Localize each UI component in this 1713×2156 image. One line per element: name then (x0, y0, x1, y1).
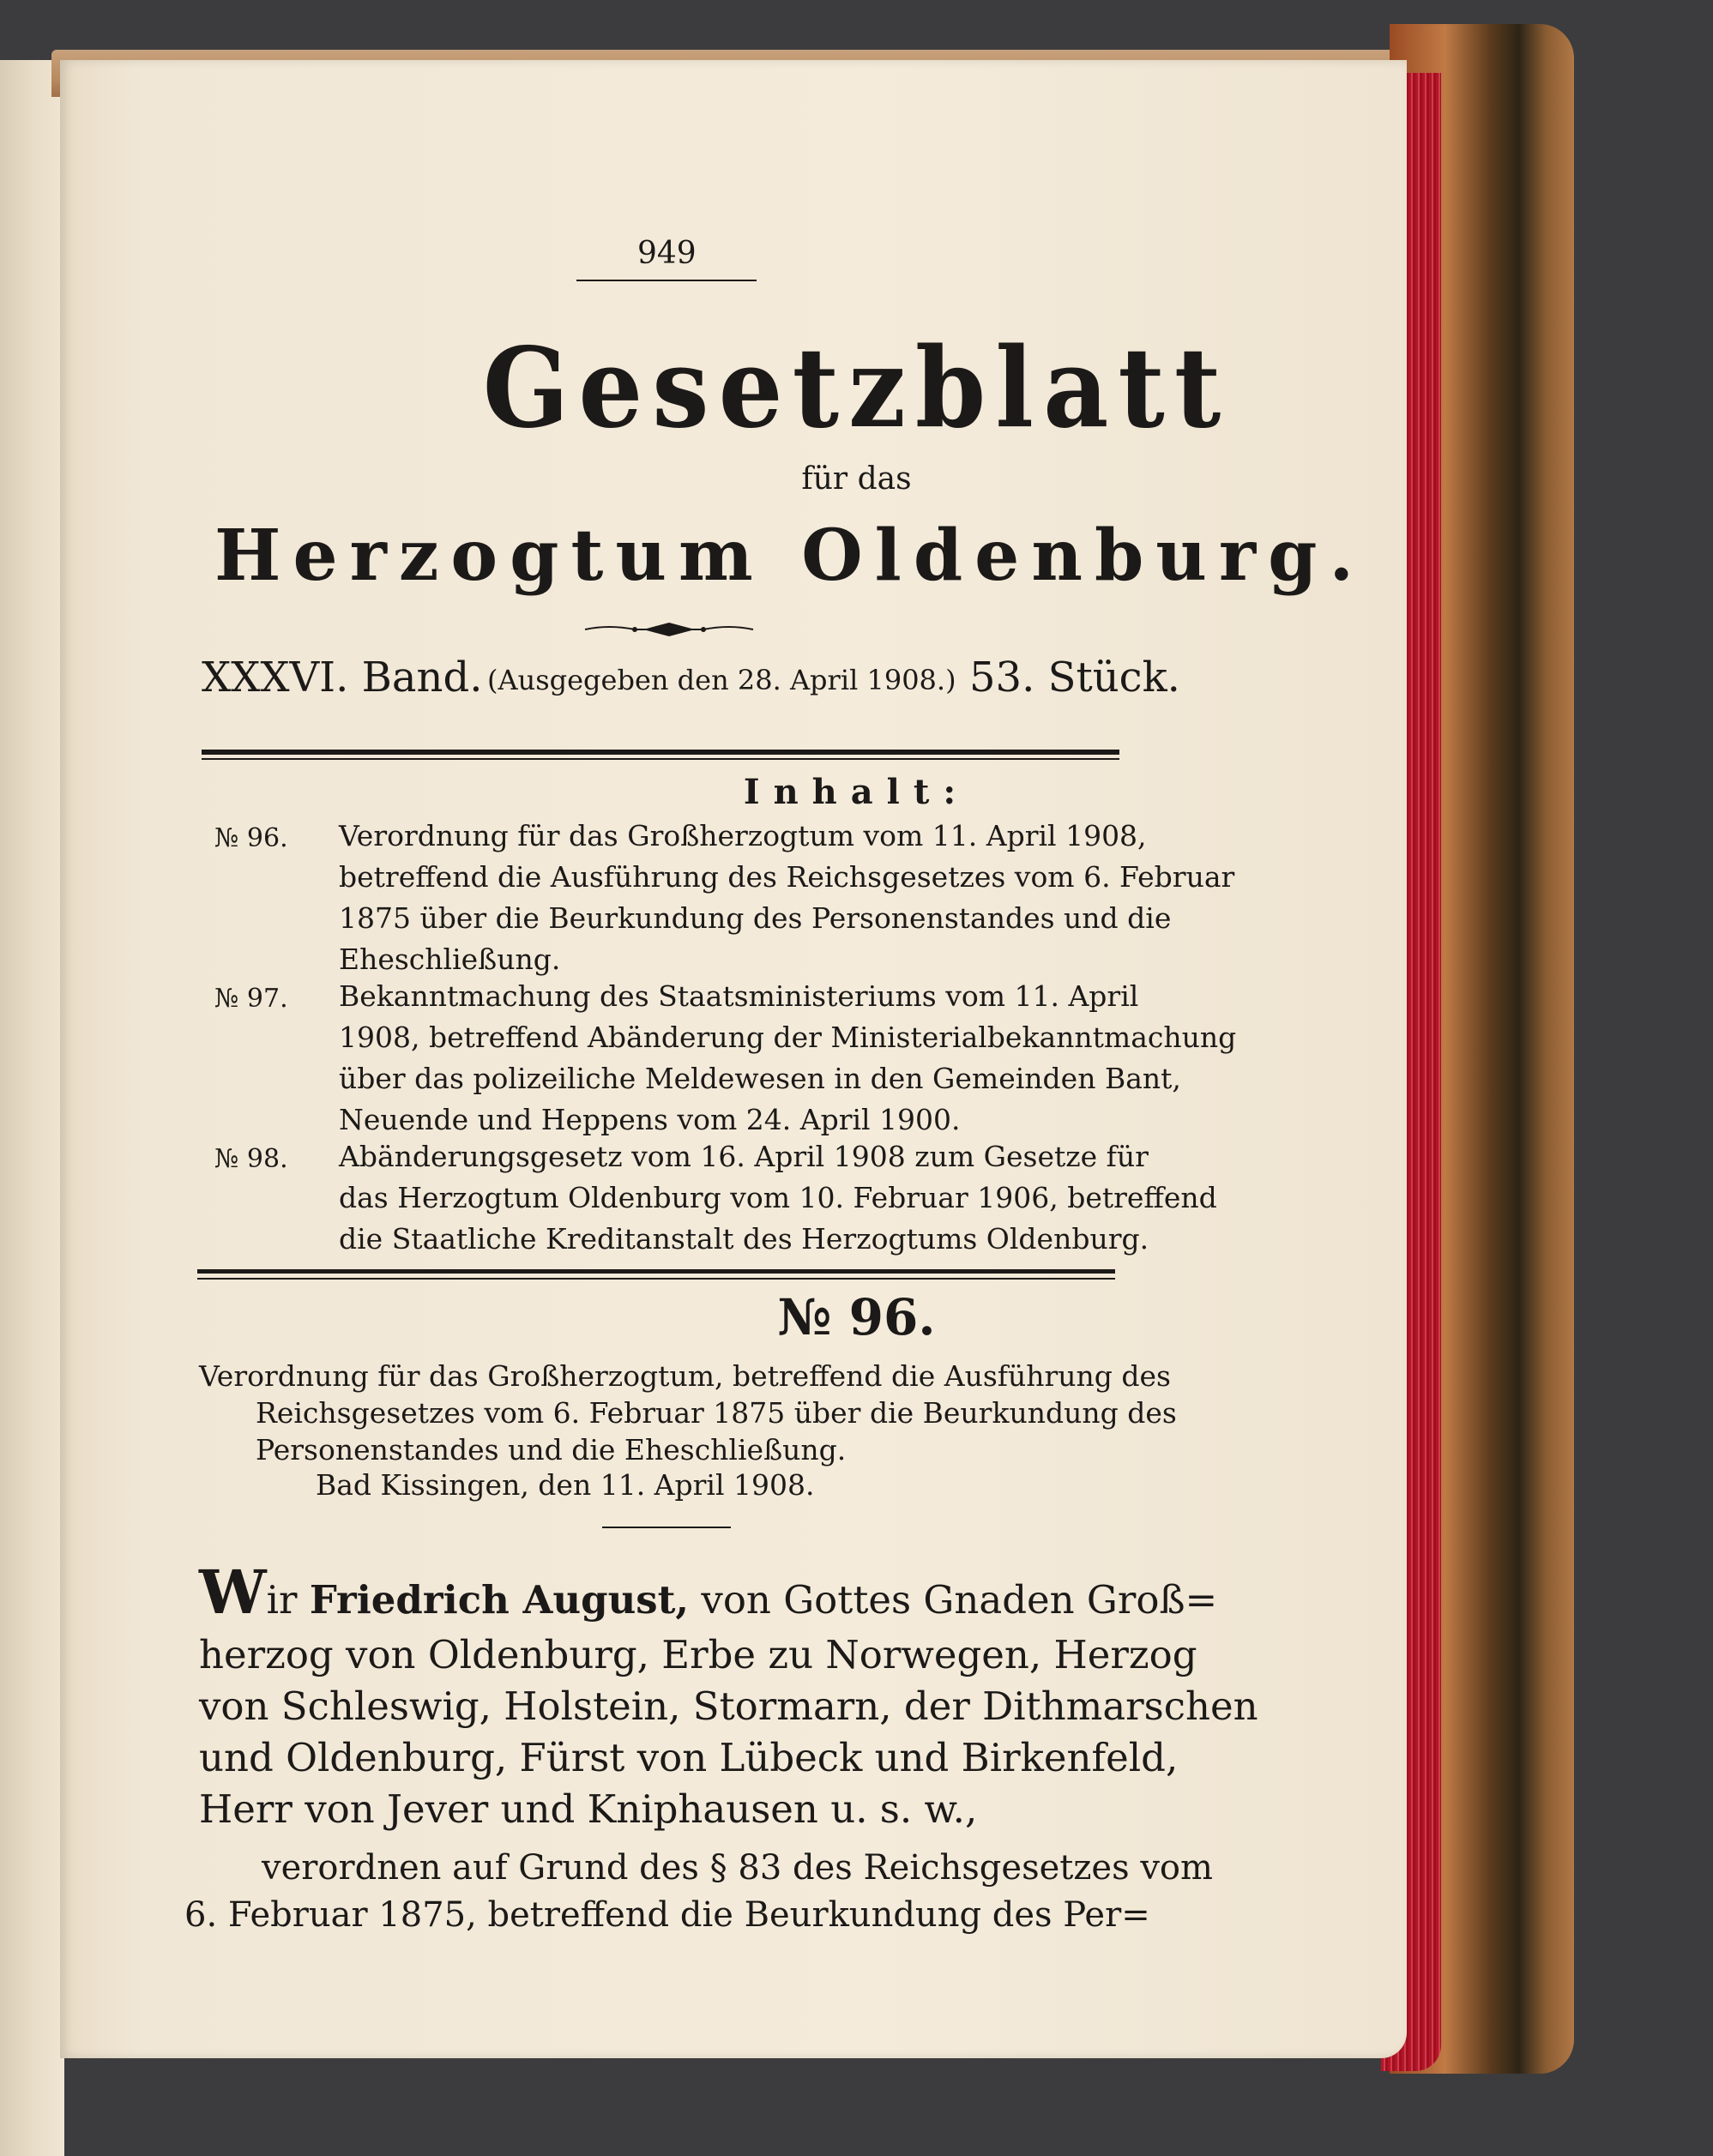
toc-entry-line: Abänderungsgesetz vom 16. April 1908 zum Gesetze für (339, 1140, 1149, 1173)
section-heading: № 96. (777, 1288, 936, 1346)
toc-entry-line: über das polizeiliche Meldewesen in den Gemeinden Bant, (339, 1062, 1181, 1095)
toc-entry-number: № 96. (214, 823, 288, 853)
body-text: ir (266, 1577, 310, 1623)
body-line: von Schleswig, Holstein, Stormarn, der Dithmarschen (199, 1683, 1258, 1729)
section-title-line: Reichsgesetzes vom 6. Februar 1875 über die Beurkundung des (256, 1396, 1177, 1430)
masthead-subtitle: für das (801, 461, 912, 497)
section-place-date: Bad Kissingen, den 11. April 1908. (316, 1468, 815, 1502)
issue-date: (Ausgegeben den 28. April 1908.) (487, 664, 956, 696)
toc-entry-line: Neuende und Heppens vom 24. April 1900. (339, 1103, 961, 1136)
header-rule-thin (202, 758, 1119, 760)
toc-entry-line: betreffend die Ausführung des Reichsgesetzes vom 6. Februar (339, 860, 1235, 894)
header-rule-thick (202, 750, 1119, 755)
toc-entry-line: das Herzogtum Oldenburg vom 10. Februar 1906, betreffend (339, 1181, 1217, 1214)
left-page-edge (0, 60, 64, 2156)
body-line: und Oldenburg, Fürst von Lübeck und Birkenfeld, (199, 1735, 1179, 1780)
body-line: herzog von Oldenburg, Erbe zu Norwegen, Herzog (199, 1632, 1197, 1677)
toc-entry-line: 1908, betreffend Abänderung der Ministerialbekanntmachung (339, 1021, 1237, 1054)
toc-entry-line: Verordnung für das Großherzogtum vom 11. April 1908, (339, 819, 1147, 852)
page-number: 949 (637, 236, 697, 271)
dropcap: W (199, 1557, 267, 1628)
contents-rule-thin (197, 1278, 1115, 1280)
toc-entry-line: Eheschließung. (339, 942, 561, 976)
body-text: von Gottes Gnaden Groß= (689, 1577, 1218, 1623)
masthead-title: Gesetzblatt (482, 324, 1231, 453)
section-rule (602, 1527, 731, 1528)
body-line: verordnen auf Grund des § 83 des Reichsgesetzes vom (262, 1848, 1213, 1888)
section-title-line: Verordnung für das Großherzogtum, betreffend die Ausführung des (199, 1359, 1171, 1393)
ornament-divider (583, 619, 755, 640)
toc-entry-number: № 97. (214, 984, 288, 1014)
toc-entry-number: № 98. (214, 1144, 288, 1174)
body-line: 6. Februar 1875, betreffend die Beurkundung des Per= (184, 1895, 1150, 1935)
contents-heading: Inhalt: (743, 772, 970, 812)
page-number-rule (576, 280, 757, 281)
masthead-state: Herzogtum Oldenburg. (214, 515, 1366, 597)
body-line-1 (199, 1557, 1217, 1628)
issue-number: 53. Stück. (969, 653, 1180, 702)
contents-rule-thick (197, 1269, 1115, 1274)
body-line: Herr von Jever und Kniphausen u. s. w., (199, 1786, 978, 1832)
toc-entry-line: 1875 über die Beurkundung des Personenstandes und die (339, 901, 1172, 935)
section-title-line: Personenstandes und die Eheschließung. (256, 1433, 847, 1466)
toc-entry-line: die Staatliche Kreditanstalt des Herzogtums Oldenburg. (339, 1222, 1149, 1256)
toc-entry-line: Bekanntmachung des Staatsministeriums vom 11. April (339, 979, 1139, 1013)
body-sovereign-name: Friedrich August, (309, 1577, 690, 1623)
issue-volume: XXXVI. Band. (202, 653, 483, 702)
